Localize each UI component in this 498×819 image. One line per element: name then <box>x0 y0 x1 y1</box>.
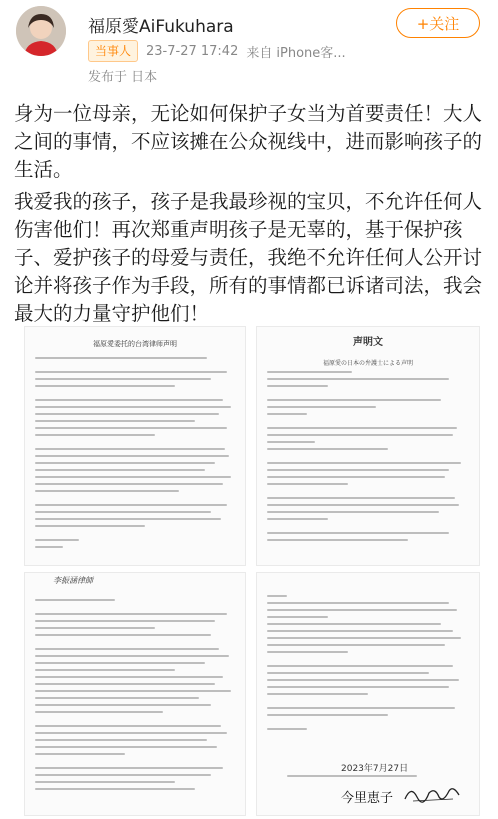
post-meta <box>88 40 346 62</box>
document-text-lines <box>267 371 469 546</box>
document-image-taiwan-lawyer-page2[interactable] <box>24 572 246 816</box>
document-image-japan-lawyer[interactable] <box>256 326 480 566</box>
document-title: 声明文 <box>353 337 383 348</box>
post-paragraph: 身为一位母亲，无论如何保护子女当为首要责任！大人之间的事情，不应该摊在公众视线中，进而影响孩子的生活。 <box>14 102 483 181</box>
source-link[interactable]: iPhone客... <box>276 45 346 61</box>
document-date: 2023年7月27日 <box>341 764 409 774</box>
post-paragraph: 我爱我的孩子，孩子是我最珍视的宝贝，不允许任何人伤害他们！再次郑重声明孩子是无辜的，基于保护孩子、爱护孩子的母爱与责任，我绝不允许任何人公开讨论并将孩子作为手段，所有的事情都已诉诸司法，我会最大的力量守护他们！ <box>14 190 483 325</box>
username[interactable]: 福原愛AiFukuhara <box>88 17 234 37</box>
document-subtitle: 福原愛の日本の弁護士による声明 <box>322 360 413 367</box>
posted-location: 发布于 日本 <box>88 70 158 85</box>
document-image-taiwan-lawyer[interactable] <box>24 326 246 566</box>
timestamp: 23-7-27 17:42 <box>146 43 239 59</box>
avatar[interactable] <box>16 6 66 56</box>
document-text-lines <box>35 599 235 795</box>
document-text-line <box>287 775 417 777</box>
document-image-japan-lawyer-page2[interactable] <box>256 572 480 816</box>
status-badge: 当事人 <box>88 40 138 62</box>
handwritten-signature: 李振涵律師 <box>53 576 93 585</box>
signature-scribble-icon <box>403 783 463 805</box>
follow-button[interactable]: +关注 <box>396 8 480 38</box>
handwritten-signature: 今里恵子 <box>341 791 394 806</box>
document-title: 福原愛委托的台湾律师声明 <box>93 340 177 348</box>
attached-images <box>24 326 480 816</box>
post-header <box>0 0 498 96</box>
post-body <box>14 100 486 332</box>
source-prefix: 来自 <box>246 45 273 61</box>
document-text-lines <box>35 357 235 553</box>
document-text-lines <box>267 595 469 735</box>
